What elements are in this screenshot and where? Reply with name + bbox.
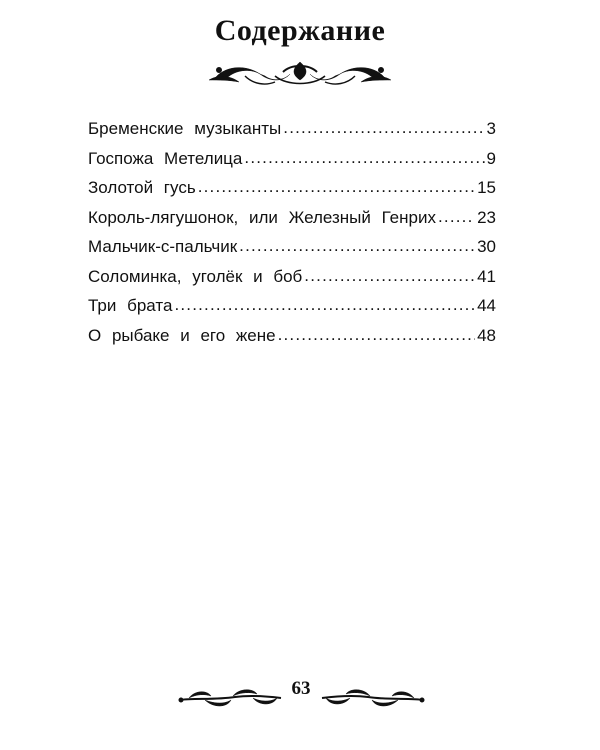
toc-entry-title: Бременские музыканты — [88, 119, 282, 138]
toc-entry-title: Золотой гусь — [88, 178, 196, 197]
toc-entry-page: 41 — [477, 266, 496, 286]
toc-entry[interactable] — [88, 203, 496, 233]
toc-entry[interactable] — [88, 114, 496, 144]
toc-entry-title: Соломинка, уголёк и боб — [88, 266, 303, 286]
toc-entry[interactable] — [88, 144, 496, 174]
page-footer — [0, 676, 600, 716]
toc-entry-page: 44 — [477, 296, 496, 315]
toc-leader-dots — [174, 290, 475, 320]
toc-entry-page: 23 — [477, 207, 496, 227]
toc-leader-dots — [283, 113, 484, 143]
toc-leader-dots — [244, 143, 484, 173]
toc-entry-page: 30 — [477, 237, 496, 256]
toc-leader-dots — [304, 261, 475, 291]
page-title: Содержание — [214, 14, 386, 47]
toc-entry[interactable] — [88, 321, 496, 351]
toc-entry[interactable] — [88, 232, 496, 262]
toc-entry-title: Король-лягушонок, или Железный Генрих — [88, 207, 436, 227]
table-of-contents — [88, 114, 496, 350]
toc-leader-dots — [278, 320, 476, 350]
toc-entry-title: Госпожа Метелица — [88, 148, 243, 168]
footer-ornament-left-icon — [175, 684, 285, 710]
toc-entry-page: 48 — [477, 325, 496, 345]
toc-leader-dots — [239, 231, 475, 261]
toc-entry-title: О рыбаке и его жене — [88, 325, 276, 345]
toc-entry-title: Три брата — [88, 296, 173, 315]
toc-entry-page: 3 — [486, 119, 496, 138]
page-number: 63 — [291, 678, 311, 699]
toc-leader-dots — [438, 202, 475, 232]
toc-entry-title: Мальчик-с-пальчик — [88, 237, 238, 256]
title-ornament-icon — [205, 56, 395, 90]
toc-entry-page: 9 — [486, 148, 496, 168]
toc-entry[interactable] — [88, 291, 496, 321]
toc-entry[interactable] — [88, 262, 496, 292]
toc-entry[interactable] — [88, 173, 496, 203]
toc-leader-dots — [198, 172, 475, 202]
footer-ornament-right-icon — [318, 684, 428, 710]
toc-entry-page: 15 — [477, 178, 496, 197]
